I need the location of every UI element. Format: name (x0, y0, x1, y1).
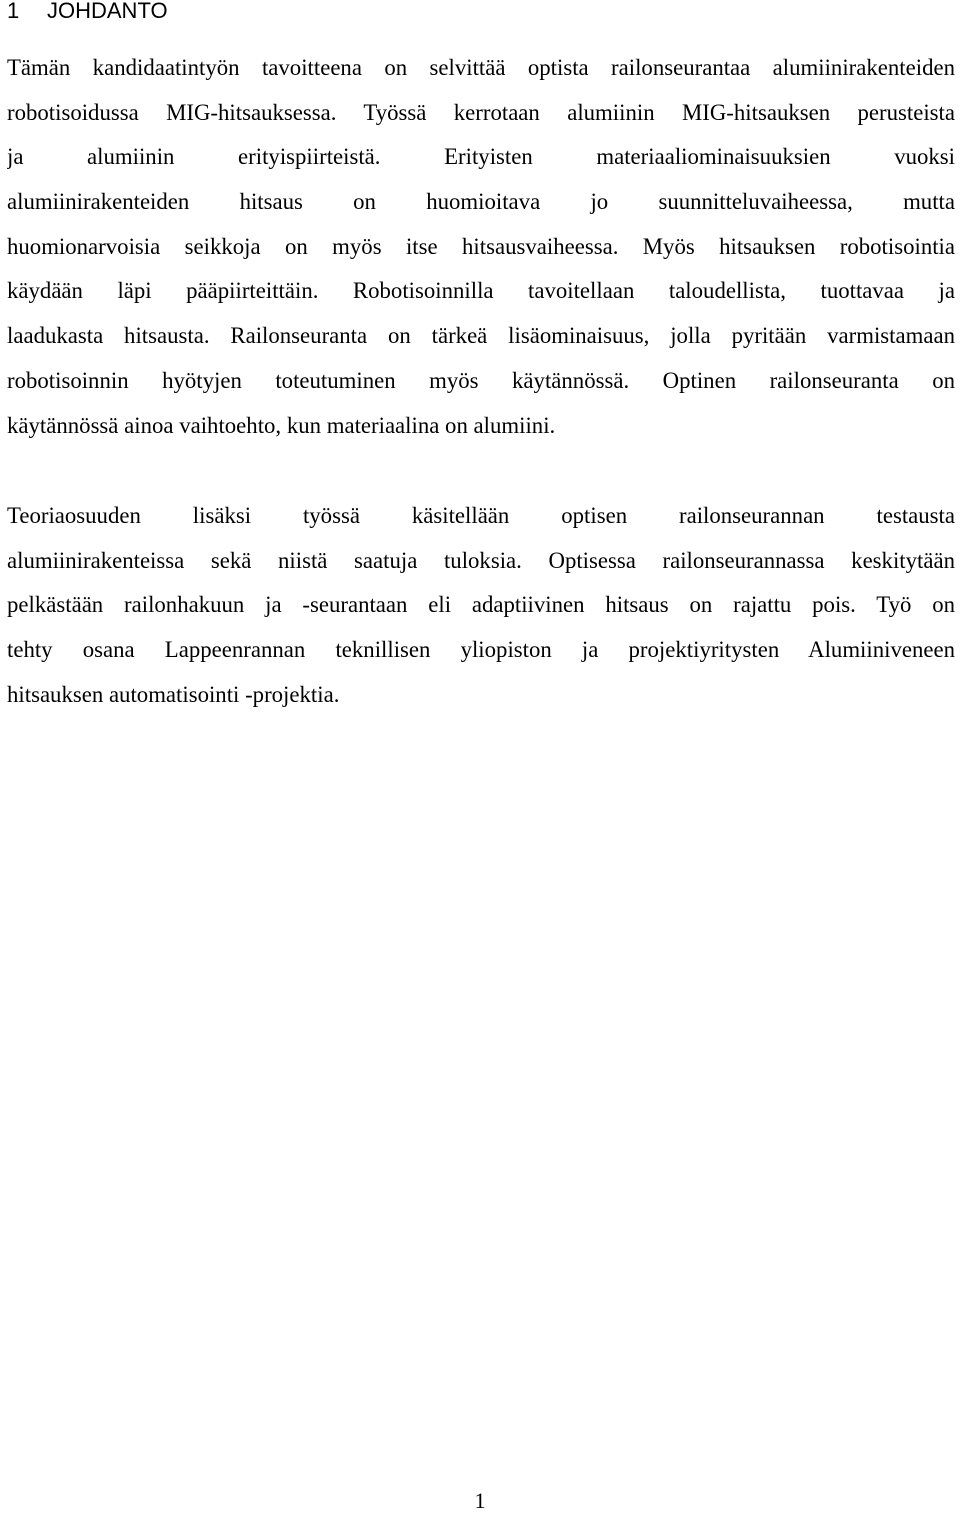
chapter-number: 1 (7, 0, 20, 23)
chapter-heading (7, 0, 168, 26)
paragraph-line: Tämän kandidaatintyön tavoitteena on selvittää optista railonseurantaa alumiinirakenteiden (7, 55, 955, 80)
paragraph-line: laadukasta hitsausta. Railonseuranta on tärkeä lisäominaisuus, jolla pyritään varmistamaan (7, 323, 955, 349)
paragraph-line: alumiinirakenteiden hitsaus on huomioitava jo suunnitteluvaiheessa, mutta (7, 189, 955, 215)
paragraph-line: huomionarvoisia seikkoja on myös itse hitsausvaiheessa. Myös hitsauksen robotisointia (7, 233, 955, 259)
paragraph-line: Teoriaosuuden lisäksi työssä käsitellään optisen railonseurannan testausta (7, 503, 955, 528)
paragraph-line: robotisoinnin hyötyjen toteutuminen myös käytännössä. Optinen railonseuranta on (7, 367, 955, 393)
chapter-title: JOHDANTO (47, 0, 168, 23)
paragraph-line: robotisoidussa MIG-hitsauksessa. Työssä kerrotaan alumiinin MIG-hitsauksen perusteista (7, 99, 955, 125)
paragraph-line: pelkästään railonhakuun ja -seurantaan eli adaptiivinen hitsaus on rajattu pois. Työ on (7, 592, 955, 618)
paragraph-line: alumiinirakenteissa sekä niistä saatuja tuloksia. Optisessa railonseurannassa keskitytään (7, 547, 955, 573)
paragraph-line: käytännössä ainoa vaihtoehto, kun materiaalina on alumiini. (7, 412, 556, 438)
paragraph-1 (7, 46, 955, 448)
page-number: 1 (474, 1488, 486, 1513)
paragraph-line: tehty osana Lappeenrannan teknillisen yliopiston ja projektiyritysten Alumiiniveneen (7, 637, 955, 663)
paragraph-line: ja alumiinin erityispiirteistä. Erityisten materiaaliominaisuuksien vuoksi (7, 144, 955, 170)
paragraph-line: hitsauksen automatisointi -projektia. (7, 681, 340, 707)
paragraph-2 (7, 494, 955, 717)
paragraph-line: käydään läpi pääpiirteittäin. Robotisoinnilla tavoitellaan taloudellista, tuottavaa ja (7, 278, 955, 304)
